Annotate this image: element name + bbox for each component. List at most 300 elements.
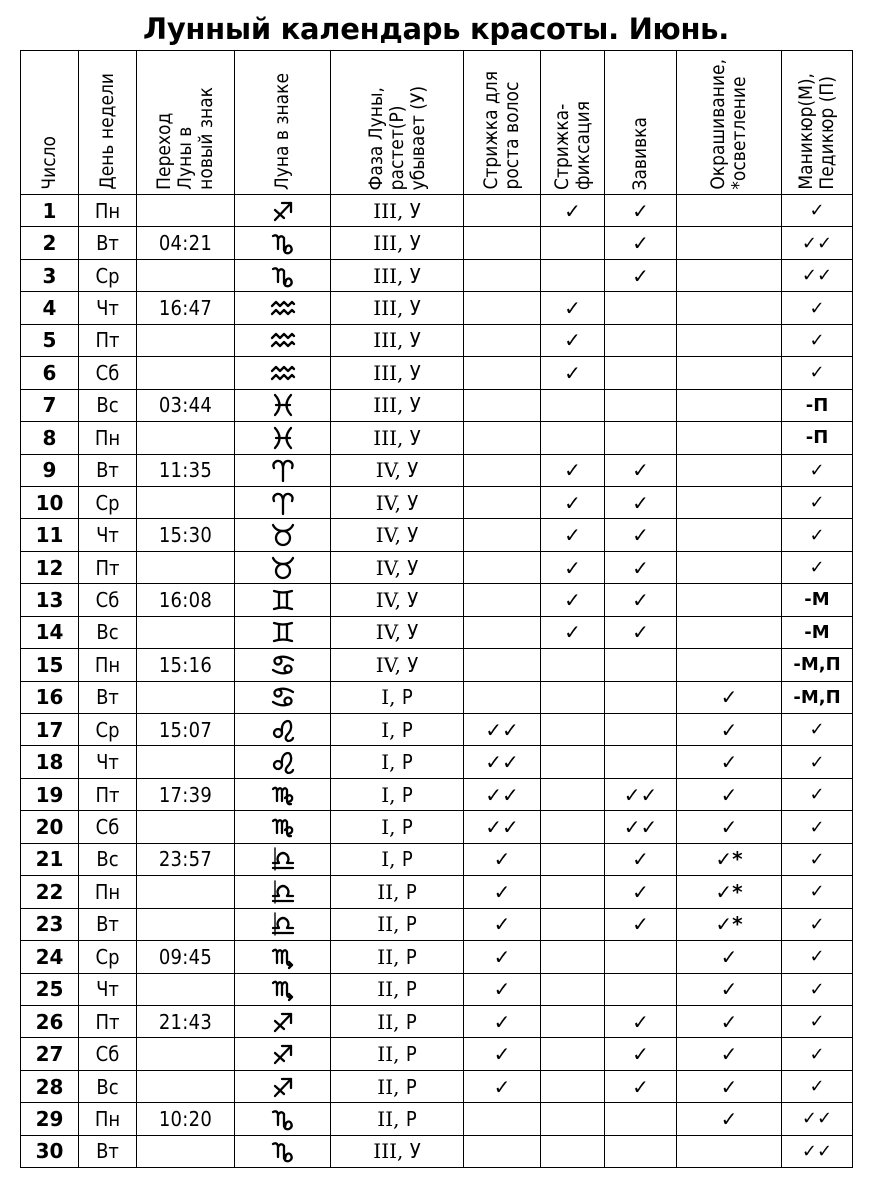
weekday-cell: Вт [79,227,137,259]
table-row [21,584,853,616]
moon-sign-cell [235,811,331,843]
moon-sign-cell [235,778,331,810]
header-phase: Фаза Луны, растет(Р) убывает (У) [331,51,464,195]
manicure-cell: ✓ [782,1070,853,1102]
fixing-haircut-cell: ✓ [541,454,605,486]
phase-number: IV [375,490,395,515]
sagittarius-icon [235,1041,330,1067]
perm-cell: ✓ [605,908,677,940]
weekday-cell: Вт [79,908,137,940]
phase-direction: Р [405,1106,417,1131]
day-number-cell: 11 [21,519,79,551]
phase-number: III [373,198,397,223]
growth-haircut-cell: ✓ [464,876,541,908]
phase-direction: У [409,296,421,321]
table-row [21,357,853,389]
taurus-icon [235,522,330,548]
manicure-cell: ✓ [782,778,853,810]
weekday-cell: Вс [79,616,137,648]
moon-sign-cell [235,1005,331,1037]
fixing-haircut-cell [541,1135,605,1167]
weekday-cell: Вт [79,1135,137,1167]
header-growth-haircut: Стрижка для роста волос [464,51,541,195]
pisces-icon [235,425,330,451]
weekday-cell: Чт [79,746,137,778]
growth-haircut-cell: ✓✓ [464,778,541,810]
phase-number: IV [375,652,395,677]
phase-cell: II, Р [331,941,464,973]
table-row [21,778,853,810]
phase-number: III [373,1139,397,1164]
weekday-cell: Вт [79,454,137,486]
fixing-haircut-cell: ✓ [541,486,605,518]
day-number-cell: 23 [21,908,79,940]
growth-haircut-cell: ✓ [464,843,541,875]
table-row [21,551,853,583]
table-row [21,616,853,648]
phase-number: I [381,782,390,807]
growth-haircut-cell: ✓✓ [464,746,541,778]
phase-direction: У [409,425,421,450]
table-row [21,195,853,227]
day-number-cell: 15 [21,649,79,681]
transition-time-cell: 17:39 [137,778,235,810]
phase-direction: Р [405,977,417,1002]
growth-haircut-cell: ✓ [464,1005,541,1037]
fixing-haircut-cell [541,227,605,259]
fixing-haircut-cell: ✓ [541,292,605,324]
perm-cell: ✓ [605,876,677,908]
weekday-cell: Пн [79,195,137,227]
coloring-cell: ✓* [677,876,782,908]
manicure-cell: ✓ [782,941,853,973]
phase-cell: III, У [331,389,464,421]
growth-haircut-cell [464,357,541,389]
weekday-cell: Чт [79,519,137,551]
growth-haircut-cell [464,259,541,291]
transition-time-cell [137,324,235,356]
day-number-cell: 30 [21,1135,79,1167]
coloring-cell [677,292,782,324]
gemini-icon [235,587,330,613]
day-number-cell: 5 [21,324,79,356]
coloring-cell: ✓ [677,1038,782,1070]
coloring-cell: ✓ [677,941,782,973]
phase-cell: I, Р [331,714,464,746]
table-row [21,259,853,291]
growth-haircut-cell: ✓ [464,1070,541,1102]
weekday-cell: Пт [79,551,137,583]
phase-cell: I, Р [331,843,464,875]
manicure-cell: -М,П [782,681,853,713]
growth-haircut-cell [464,486,541,518]
day-number-cell: 25 [21,973,79,1005]
perm-cell: ✓ [605,259,677,291]
fixing-haircut-cell: ✓ [541,616,605,648]
phase-cell: II, Р [331,908,464,940]
perm-cell: ✓ [605,519,677,551]
phase-cell: I, Р [331,681,464,713]
header-perm: Завивка [605,51,677,195]
cancer-icon [235,652,330,678]
phase-direction: Р [405,912,417,937]
fixing-haircut-cell [541,259,605,291]
phase-direction: У [409,1139,421,1164]
table-row [21,324,853,356]
leo-icon [235,717,330,743]
growth-haircut-cell: ✓ [464,941,541,973]
perm-cell: ✓ [605,616,677,648]
day-number-cell: 4 [21,292,79,324]
coloring-cell [677,195,782,227]
page-title: Лунный календарь красоты. Июнь. [143,12,729,46]
phase-direction: У [409,198,421,223]
manicure-cell: -П [782,422,853,454]
phase-direction: У [407,490,419,515]
phase-direction: Р [405,879,417,904]
moon-sign-cell [235,195,331,227]
taurus-icon [235,555,330,581]
phase-number: II [377,1106,394,1131]
fixing-haircut-cell: ✓ [541,195,605,227]
phase-cell: IV, У [331,616,464,648]
phase-number: I [381,717,390,742]
phase-direction: Р [405,1009,417,1034]
phase-direction: У [407,458,419,483]
perm-cell [605,422,677,454]
coloring-cell [677,519,782,551]
growth-haircut-cell [464,227,541,259]
transition-time-cell [137,746,235,778]
phase-cell: IV, У [331,584,464,616]
manicure-cell: ✓ [782,292,853,324]
aquarius-icon [235,327,330,353]
manicure-cell: ✓ [782,876,853,908]
day-number-cell: 3 [21,259,79,291]
phase-direction: У [407,523,419,548]
transition-time-cell: 23:57 [137,843,235,875]
scorpio-icon [235,976,330,1002]
day-number-cell: 7 [21,389,79,421]
transition-time-cell [137,259,235,291]
phase-cell: IV, У [331,551,464,583]
manicure-cell: ✓ [782,746,853,778]
perm-cell: ✓ [605,843,677,875]
weekday-cell: Вс [79,843,137,875]
capricorn-icon [235,1138,330,1164]
scorpio-icon [235,944,330,970]
table-row [21,681,853,713]
phase-direction: У [407,652,419,677]
moon-sign-cell [235,551,331,583]
coloring-cell [677,551,782,583]
growth-haircut-cell [464,324,541,356]
table-row [21,649,853,681]
perm-cell: ✓ [605,584,677,616]
moon-sign-cell [235,714,331,746]
perm-cell [605,941,677,973]
table-row [21,843,853,875]
moon-sign-cell [235,681,331,713]
moon-sign-cell [235,746,331,778]
weekday-cell: Ср [79,259,137,291]
fixing-haircut-cell: ✓ [541,584,605,616]
coloring-cell: ✓ [677,714,782,746]
phase-number: I [381,847,390,872]
table-row [21,1005,853,1037]
table-row [21,454,853,486]
growth-haircut-cell: ✓✓ [464,714,541,746]
day-number-cell: 19 [21,778,79,810]
phase-direction: У [409,328,421,353]
fixing-haircut-cell [541,389,605,421]
fixing-haircut-cell [541,1070,605,1102]
growth-haircut-cell: ✓ [464,908,541,940]
transition-time-cell [137,973,235,1005]
manicure-cell: ✓ [782,1005,853,1037]
phase-direction: Р [401,750,413,775]
fixing-haircut-cell [541,649,605,681]
phase-number: IV [375,555,395,580]
table-row [21,1038,853,1070]
phase-direction: У [407,555,419,580]
manicure-cell: ✓ [782,551,853,583]
fixing-haircut-cell [541,908,605,940]
coloring-cell: ✓ [677,778,782,810]
transition-time-cell [137,486,235,518]
coloring-cell [677,357,782,389]
coloring-cell: ✓ [677,811,782,843]
coloring-cell [677,227,782,259]
virgo-icon [235,814,330,840]
phase-direction: У [409,231,421,256]
coloring-cell [677,324,782,356]
weekday-cell: Пт [79,1005,137,1037]
growth-haircut-cell: ✓ [464,1038,541,1070]
table-row [21,389,853,421]
perm-cell: ✓ [605,1070,677,1102]
day-number-cell: 14 [21,616,79,648]
coloring-cell [677,259,782,291]
phase-cell: III, У [331,195,464,227]
table-row [21,941,853,973]
growth-haircut-cell: ✓ [464,973,541,1005]
manicure-cell: ✓ [782,324,853,356]
manicure-cell: ✓ [782,454,853,486]
phase-cell: IV, У [331,649,464,681]
libra-icon [235,879,330,905]
weekday-cell: Ср [79,486,137,518]
transition-time-cell: 21:43 [137,1005,235,1037]
phase-number: III [373,328,397,353]
phase-direction: У [407,620,419,645]
transition-time-cell: 04:21 [137,227,235,259]
transition-time-cell: 03:44 [137,389,235,421]
aquarius-icon [235,295,330,321]
day-number-cell: 16 [21,681,79,713]
coloring-cell: ✓ [677,1103,782,1135]
capricorn-icon [235,230,330,256]
growth-haircut-cell [464,1103,541,1135]
phase-direction: Р [405,1042,417,1067]
header-moon-sign: Луна в знаке [235,51,331,195]
fixing-haircut-cell [541,422,605,454]
manicure-cell: ✓✓ [782,259,853,291]
phase-direction: Р [401,685,413,710]
phase-cell: II, Р [331,1038,464,1070]
weekday-cell: Пн [79,876,137,908]
day-number-cell: 29 [21,1103,79,1135]
transition-time-cell [137,1038,235,1070]
day-number-cell: 1 [21,195,79,227]
perm-cell [605,746,677,778]
day-number-cell: 12 [21,551,79,583]
growth-haircut-cell [464,649,541,681]
phase-cell: III, У [331,357,464,389]
coloring-cell [677,1135,782,1167]
perm-cell [605,292,677,324]
transition-time-cell [137,422,235,454]
phase-cell: II, Р [331,876,464,908]
growth-haircut-cell [464,422,541,454]
moon-sign-cell [235,843,331,875]
fixing-haircut-cell [541,843,605,875]
moon-sign-cell [235,649,331,681]
table-row [21,973,853,1005]
perm-cell: ✓ [605,1005,677,1037]
manicure-cell: ✓ [782,811,853,843]
day-number-cell: 13 [21,584,79,616]
coloring-cell [677,649,782,681]
manicure-cell: ✓ [782,519,853,551]
coloring-cell: ✓ [677,973,782,1005]
fixing-haircut-cell [541,811,605,843]
phase-number: II [377,977,394,1002]
moon-sign-cell [235,259,331,291]
moon-sign-cell [235,616,331,648]
phase-cell: III, У [331,259,464,291]
day-number-cell: 22 [21,876,79,908]
phase-cell: II, Р [331,973,464,1005]
table-row [21,811,853,843]
phase-number: I [381,815,390,840]
phase-number: III [373,231,397,256]
phase-cell: II, Р [331,1070,464,1102]
phase-cell: III, У [331,292,464,324]
perm-cell [605,649,677,681]
transition-time-cell: 15:07 [137,714,235,746]
fixing-haircut-cell [541,778,605,810]
phase-direction: У [409,263,421,288]
moon-sign-cell [235,908,331,940]
day-number-cell: 26 [21,1005,79,1037]
phase-direction: Р [401,717,413,742]
manicure-cell: -М [782,584,853,616]
weekday-cell: Вс [79,389,137,421]
header-row [21,51,853,195]
perm-cell: ✓ [605,486,677,518]
manicure-cell: -М,П [782,649,853,681]
weekday-cell: Сб [79,584,137,616]
libra-icon [235,846,330,872]
manicure-cell: ✓✓ [782,227,853,259]
manicure-cell: ✓✓ [782,1103,853,1135]
phase-number: IV [375,523,395,548]
weekday-cell: Пн [79,649,137,681]
perm-cell [605,973,677,1005]
perm-cell: ✓✓ [605,778,677,810]
gemini-icon [235,619,330,645]
phase-number: III [373,425,397,450]
libra-icon [235,911,330,937]
fixing-haircut-cell: ✓ [541,551,605,583]
transition-time-cell [137,357,235,389]
phase-number: IV [375,458,395,483]
coloring-cell [677,454,782,486]
header-coloring: Окрашивание, *осветление [677,51,782,195]
coloring-cell: ✓* [677,908,782,940]
table-row [21,1103,853,1135]
weekday-cell: Пн [79,1103,137,1135]
table-row [21,292,853,324]
transition-time-cell [137,195,235,227]
fixing-haircut-cell: ✓ [541,357,605,389]
table-row [21,908,853,940]
sagittarius-icon [235,1009,330,1035]
fixing-haircut-cell [541,1005,605,1037]
moon-sign-cell [235,973,331,1005]
fixing-haircut-cell [541,1103,605,1135]
transition-time-cell [137,811,235,843]
day-number-cell: 24 [21,941,79,973]
phase-direction: Р [401,782,413,807]
moon-sign-cell [235,519,331,551]
lunar-beauty-calendar-table [20,50,853,1168]
aries-icon [235,457,330,483]
virgo-icon [235,782,330,808]
header-day-number: Число [21,51,79,195]
phase-number: III [373,393,397,418]
growth-haircut-cell: ✓✓ [464,811,541,843]
table-row [21,519,853,551]
perm-cell [605,1135,677,1167]
phase-cell: III, У [331,1135,464,1167]
phase-number: I [381,750,390,775]
coloring-cell: ✓ [677,1005,782,1037]
phase-direction: Р [405,1074,417,1099]
day-number-cell: 2 [21,227,79,259]
phase-cell: IV, У [331,454,464,486]
moon-sign-cell [235,1038,331,1070]
table-row [21,746,853,778]
perm-cell [605,681,677,713]
aries-icon [235,490,330,516]
moon-sign-cell [235,1070,331,1102]
phase-number: II [377,1074,394,1099]
weekday-cell: Ср [79,714,137,746]
manicure-cell: ✓ [782,973,853,1005]
manicure-cell: ✓ [782,714,853,746]
moon-sign-cell [235,584,331,616]
growth-haircut-cell [464,454,541,486]
fixing-haircut-cell [541,1038,605,1070]
phase-cell: I, Р [331,746,464,778]
perm-cell: ✓ [605,195,677,227]
transition-time-cell [137,681,235,713]
growth-haircut-cell [464,519,541,551]
table-row [21,876,853,908]
transition-time-cell: 10:20 [137,1103,235,1135]
